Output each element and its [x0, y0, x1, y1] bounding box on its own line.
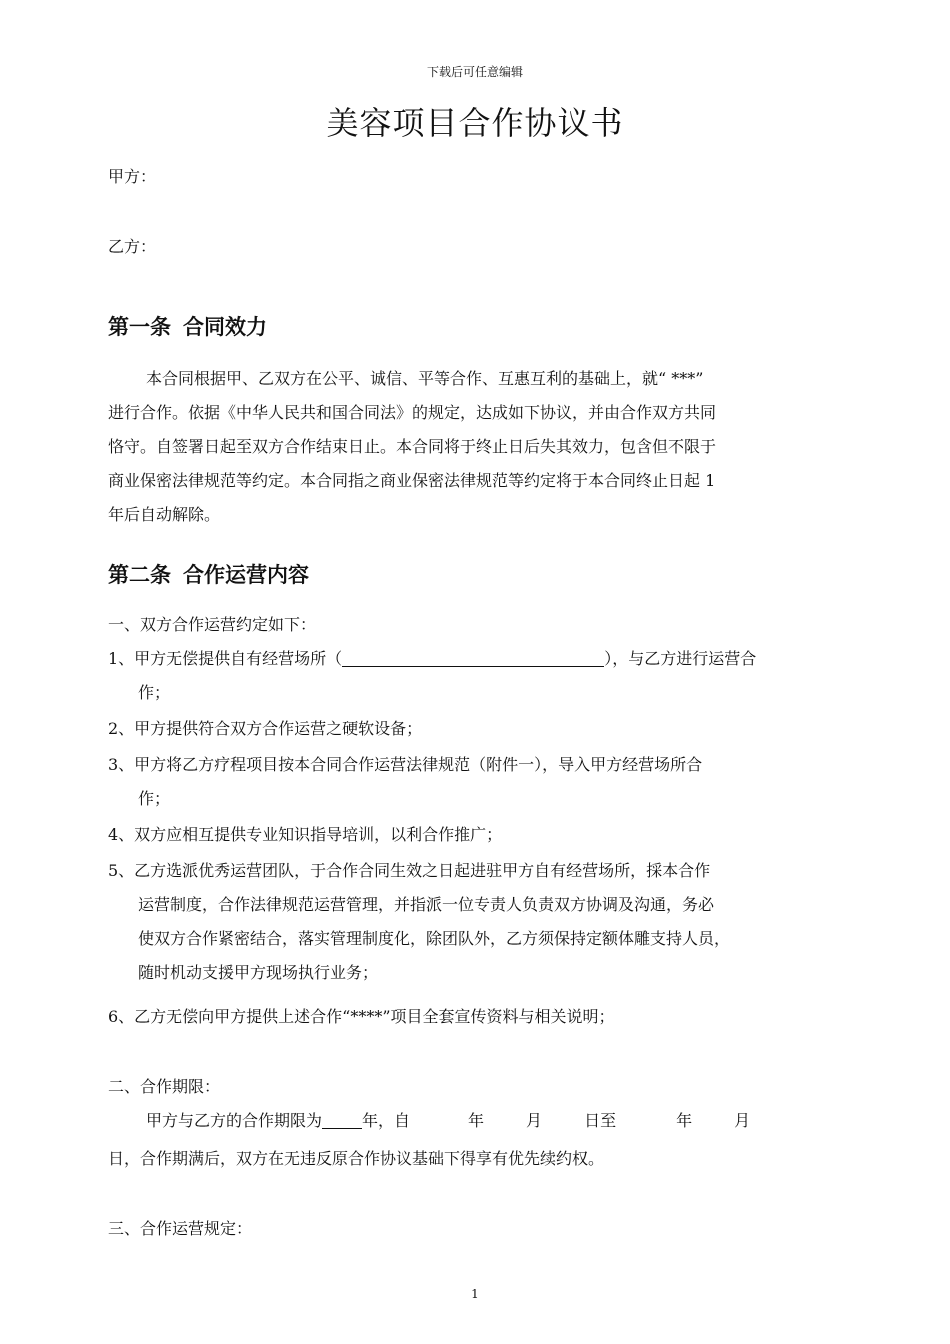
item-1-text-start: 1、甲方无偿提供自有经营场所（: [108, 649, 343, 668]
venue-blank-line: [342, 648, 604, 667]
article-1-heading: [108, 312, 267, 342]
list-item-3: [108, 748, 702, 816]
item-1-text-end: ），与乙方进行运营合: [604, 649, 757, 668]
article-1-line: 年后自动解除。: [108, 505, 221, 524]
term-line-2: 日，合作期满后，双方在无违反原合作协议基础下得享有优先续约权。: [108, 1149, 605, 1168]
list-item-4: 4、双方应相互提供专业知识指导培训，以利合作推广；: [108, 825, 503, 844]
item-5-continuation: 使双方合作紧密结合，落实管理制度化，除团队外，乙方须保持定额体雕支持人员，: [138, 929, 731, 948]
term-start-month: 月: [526, 1111, 543, 1130]
party-b-label: 乙方：: [108, 237, 157, 256]
list-item-6: 6、乙方无偿向甲方提供上述合作“****”项目全套宣传资料与相关说明；: [108, 1007, 615, 1026]
term-end-year: 年: [676, 1111, 693, 1130]
term-years-blank: [322, 1110, 362, 1129]
section-2-title: 二、合作期限：: [108, 1077, 221, 1096]
page-number: 1: [471, 1287, 479, 1301]
section-1-title: 一、双方合作运营约定如下：: [108, 615, 317, 634]
list-item-1: [108, 642, 756, 710]
term-end-month: 月: [734, 1111, 751, 1130]
term-start-year: 年: [468, 1111, 485, 1130]
document-title: 美容项目合作协议书: [326, 104, 624, 142]
term-line-1: [146, 1104, 750, 1138]
item-5-text: 5、乙方选派优秀运营团队，于合作合同生效之日起进驻甲方自有经营场所，採本合作: [108, 861, 711, 880]
term-text-start: 甲方与乙方的合作期限为: [146, 1111, 323, 1130]
article-2-number: 第二条: [108, 563, 171, 587]
list-item-5: [108, 854, 730, 990]
term-years-from: 年，自: [362, 1111, 411, 1130]
item-5-continuation: 运营制度，合作法律规范运营管理，并指派一位专责人负责双方协调及沟通，务必: [138, 895, 715, 914]
item-5-continuation: 随时机动支援甲方现场执行业务；: [138, 963, 379, 982]
article-1-body: [108, 362, 848, 532]
item-1-continuation: 作；: [138, 683, 171, 702]
article-1-line: 恪守。自签署日起至双方合作结束日止。本合同将于终止日后失其效力，包含但不限于: [108, 437, 717, 456]
article-1-line: 本合同根据甲、乙双方在公平、诚信、平等合作、互惠互利的基础上，就“ ***”: [146, 369, 704, 388]
article-1-title: 合同效力: [183, 315, 267, 339]
article-2-title: 合作运营内容: [183, 563, 309, 587]
item-3-text: 3、甲方将乙方疗程项目按本合同合作运营法律规范（附件一），导入甲方经营场所合: [108, 755, 703, 774]
section-3-title: 三、合作运营规定：: [108, 1219, 253, 1238]
page-header-note: 下载后可任意编辑: [426, 65, 523, 79]
item-3-continuation: 作；: [138, 789, 171, 808]
list-item-2: 2、甲方提供符合双方合作运营之硬软设备；: [108, 719, 423, 738]
party-a-label: 甲方：: [108, 167, 157, 186]
article-2-heading: [108, 560, 309, 590]
article-1-line: 进行合作。依据《中华人民共和国合同法》的规定，达成如下协议，并由合作双方共同: [108, 403, 717, 422]
article-1-line: 商业保密法律规范等约定。本合同指之商业保密法律规范等约定将于本合同终止日起 1: [108, 471, 716, 490]
term-start-day-to: 日至: [584, 1111, 617, 1130]
article-1-number: 第一条: [108, 315, 171, 339]
